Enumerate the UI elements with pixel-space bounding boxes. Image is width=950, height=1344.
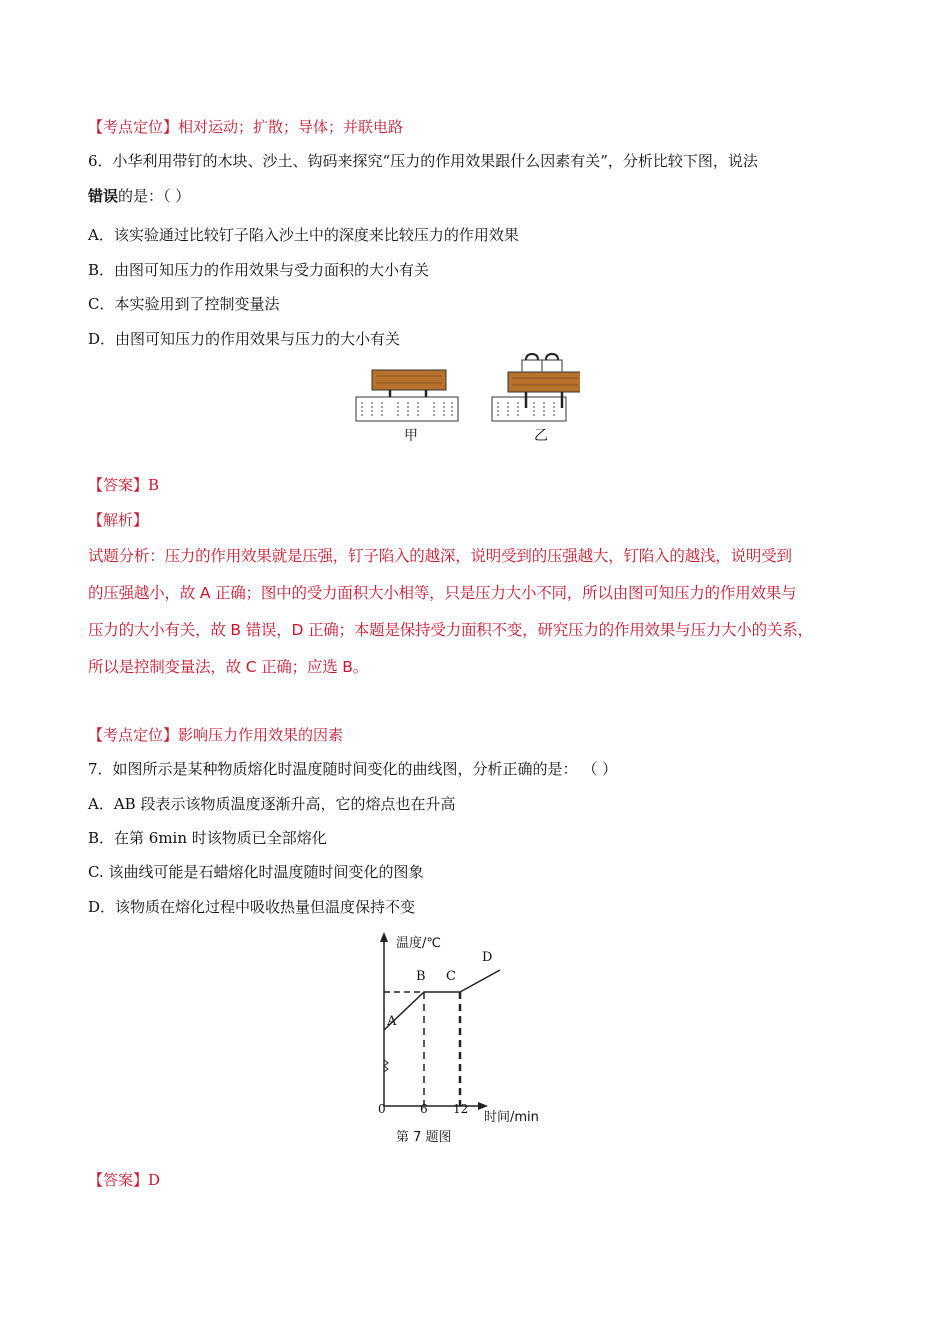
q7-option-d: D．该物质在熔化过程中吸收热量但温度保持不变 [88,898,416,916]
figure-label-jia: 甲 [404,428,418,444]
curve-abcd [384,970,500,1030]
q6-jiexi-title: 【解析】 [88,511,149,529]
analysis-line-2: 的压强越小，故 A 正确；图中的受力面积大小相等，只是压力大小不同，所以由图可知压力的作用效果与 [88,584,797,602]
point-a-label: A [387,1014,397,1029]
q6-stem-bold: 错误 [88,187,119,205]
q6-analysis [88,538,868,686]
q6-kaodian: 【考点定位】相对运动；扩散；导体；并联电路 [88,118,404,136]
graph-caption: 第 7 题图 [396,1130,452,1145]
point-d-label: D [482,950,493,965]
q6-stem-rest: 的是：（ ） [118,187,191,205]
tick-12: 12 [453,1102,469,1116]
analysis-line-4: 所以是控制变量法，故 C 正确；应选 B。 [88,658,369,676]
wood-block-yi [508,372,580,392]
analysis-line-3: 压力的大小有关，故 B 错误，D 正确；本题是保持受力面积不变，研究压力的作用效果与压力大小的关系， [88,621,813,639]
wood-block-jia [372,370,446,390]
tick-6: 6 [420,1102,428,1116]
point-c-label: C [446,969,456,984]
q6-stem-line1: 6．小华利用带钉的木块、沙土、钩码来探究“压力的作用效果跟什么因素有关”，分析比较下图，说法 [88,152,758,170]
q7-answer: 【答案】D [88,1171,161,1189]
q7-option-a: A．AB 段表示该物质温度逐渐升高，它的熔点也在升高 [88,795,456,813]
sand-box-yi [492,397,566,421]
graph-xlabel: 时间/min [484,1110,539,1125]
sand-box-jia [356,397,458,421]
q6-stem-line2 [88,186,190,206]
q6-answer: 【答案】B [88,476,160,494]
q7-kaodian: 【考点定位】影响压力作用效果的因素 [88,726,344,744]
analysis-line-1: 试题分析：压力的作用效果就是压强，钉子陷入的越深，说明受到的压强越大，钉陷入的越浅，说明受到 [88,547,792,565]
tick-0: 0 [378,1102,386,1116]
q7-option-c: C. 该曲线可能是石蜡熔化时温度随时间变化的图象 [88,863,424,881]
q7-graph [360,930,560,1125]
graph-ylabel: 温度/℃ [396,936,441,951]
y-axis-arrow [380,932,388,942]
q7-option-b: B．在第 6min 时该物质已全部熔化 [88,829,327,847]
q6-option-d: D．由图可知压力的作用效果与压力的大小有关 [88,330,401,348]
figure-label-yi: 乙 [534,428,548,444]
point-b-label: B [416,969,426,984]
q6-option-a: A．该实验通过比较钉子陷入沙土中的深度来比较压力的作用效果 [88,226,519,244]
q7-stem: 7．如图所示是某种物质熔化时温度随时间变化的曲线图，分析正确的是： （ ） [88,760,618,778]
q6-option-b: B．由图可知压力的作用效果与受力面积的大小有关 [88,261,430,279]
q6-option-c: C．本实验用到了控制变量法 [88,295,280,313]
